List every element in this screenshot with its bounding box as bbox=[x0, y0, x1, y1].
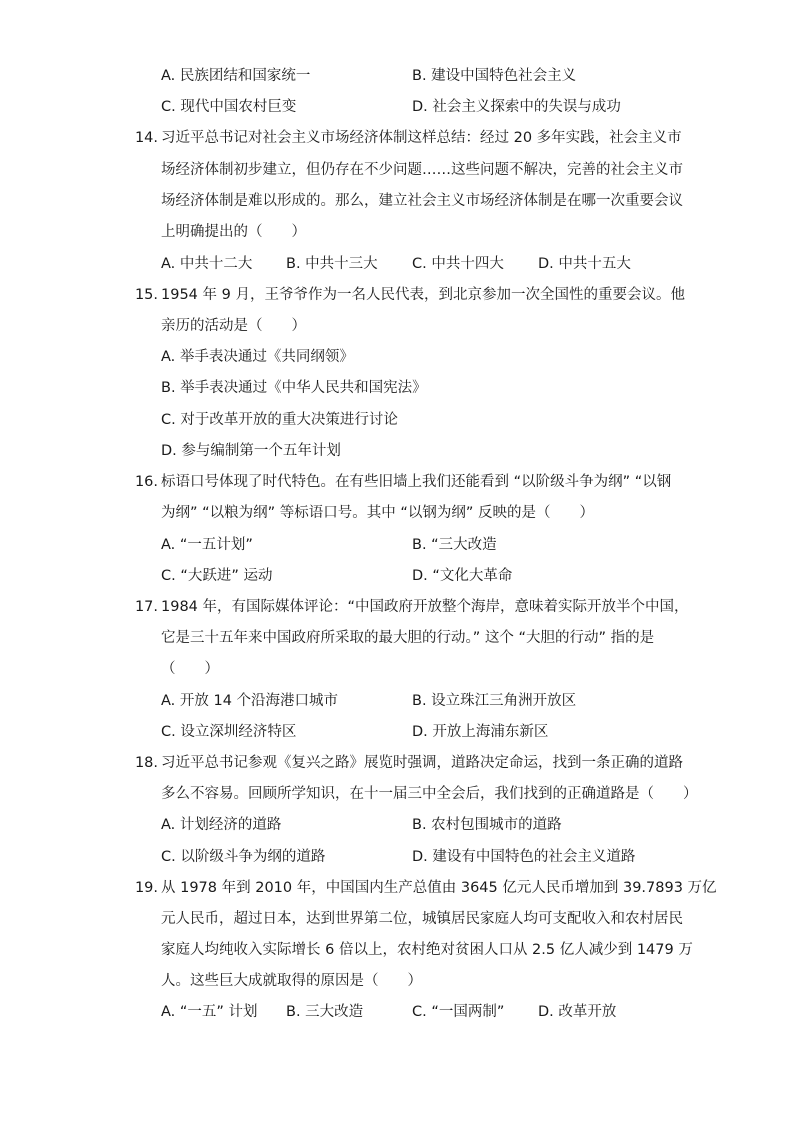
q14-option-a: A. 中共十二大 bbox=[161, 256, 253, 272]
q18-option-a: A. 计划经济的道路 bbox=[161, 817, 282, 833]
q14-option-c: C. 中共十四大 bbox=[412, 256, 504, 272]
q15-option-d: D. 参与编制第一个五年计划 bbox=[161, 443, 341, 459]
q13-option-c: C. 现代中国农村巨变 bbox=[161, 99, 297, 115]
q13-option-b: B. 建设中国特色社会主义 bbox=[412, 68, 577, 84]
q17-stem-line: 它是三十五年来中国政府所采取的最大胆的行动。” 这个 “大胆的行动” 指的是 bbox=[161, 630, 655, 646]
q18-option-c: C. 以阶级斗争为纲的道路 bbox=[161, 849, 326, 865]
q15-option-b: B. 举手表决通过《中华人民共和国宪法》 bbox=[161, 380, 427, 396]
q19-stem-line: 从 1978 年到 2010 年，中国国内生产总值由 3645 亿元人民币增加到 39.7893 万亿 bbox=[161, 880, 717, 896]
q18-option-b: B. 农村包围城市的道路 bbox=[412, 817, 562, 833]
q17-option-a: A. 开放 14 个沿海港口城市 bbox=[161, 693, 339, 709]
q18-stem-line: 习近平总书记参观《复兴之路》展览时强调，道路决定命运，找到一条正确的道路 bbox=[161, 755, 683, 771]
q16-number: 16. bbox=[134, 474, 158, 490]
q18-stem-line: 多么不容易。回顾所学知识，在十一届三中全会后，我们找到的正确道路是（ ） bbox=[161, 786, 698, 802]
q17-number: 17. bbox=[134, 599, 158, 615]
q19-option-d: D. 改革开放 bbox=[538, 1004, 617, 1020]
q14-option-b: B. 中共十三大 bbox=[286, 256, 378, 272]
q17-option-c: C. 设立深圳经济特区 bbox=[161, 724, 297, 740]
q16-option-d: D. “文化大革命 bbox=[412, 568, 513, 584]
q14-stem-line: 习近平总书记对社会主义市场经济体制这样总结：经过 20 多年实践，社会主义市 bbox=[161, 130, 682, 146]
q19-stem-line: 元人民币，超过日本，达到世界第二位，城镇居民家庭人均可支配收入和农村居民 bbox=[161, 911, 683, 927]
q15-option-c: C. 对于改革开放的重大决策进行讨论 bbox=[161, 412, 398, 428]
q15-option-a: A. 举手表决通过《共同纲领》 bbox=[161, 349, 354, 365]
q15-stem-line: 1954 年 9 月，王爷爷作为一名人民代表，到北京参加一次全国性的重要会议。他 bbox=[161, 287, 685, 303]
q19-option-c: C. “一国两制” bbox=[412, 1004, 505, 1020]
q18-option-d: D. 建设有中国特色的社会主义道路 bbox=[412, 849, 636, 865]
q17-stem-line: 1984 年，有国际媒体评论：“中国政府开放整个海岸，意味着实际开放半个中国， bbox=[161, 599, 689, 615]
q14-option-d: D. 中共十五大 bbox=[538, 256, 631, 272]
q14-number: 14. bbox=[134, 130, 158, 146]
q15-number: 15. bbox=[134, 287, 158, 303]
q16-option-a: A. “一五计划” bbox=[161, 537, 253, 553]
q14-stem-line: 场经济体制初步建立，但仍存在不少问题……这些问题不解决，完善的社会主义市 bbox=[161, 162, 683, 178]
q19-number: 19. bbox=[134, 880, 158, 896]
q14-stem-line: 上明确提出的（ ） bbox=[161, 224, 306, 240]
q17-stem-line: （ ） bbox=[161, 661, 219, 677]
q19-option-b: B. 三大改造 bbox=[286, 1004, 364, 1020]
q17-option-d: D. 开放上海浦东新区 bbox=[412, 724, 549, 740]
q16-stem-line: 为纲” “以粮为纲” 等标语口号。其中 “以钢为纲” 反映的是（ ） bbox=[161, 505, 594, 521]
q16-stem-line: 标语口号体现了时代特色。在有些旧墙上我们还能看到 “以阶级斗争为纲” “以钢 bbox=[161, 474, 672, 490]
q19-stem-line: 人。这些巨大成就取得的原因是（ ） bbox=[161, 973, 422, 989]
q19-stem-line: 家庭人均纯收入实际增长 6 倍以上，农村绝对贫困人口从 2.5 亿人减少到 1479 万 bbox=[161, 942, 693, 958]
q13-option-d: D. 社会主义探索中的失误与成功 bbox=[412, 99, 621, 115]
q19-option-a: A. “一五” 计划 bbox=[161, 1004, 258, 1020]
q16-option-c: C. “大跃进” 运动 bbox=[161, 568, 273, 584]
q14-stem-line: 场经济体制是难以形成的。那么，建立社会主义市场经济体制是在哪一次重要会议 bbox=[161, 193, 683, 209]
q13-option-a: A. 民族团结和国家统一 bbox=[161, 68, 311, 84]
q15-stem-line: 亲历的活动是（ ） bbox=[161, 318, 306, 334]
q18-number: 18. bbox=[134, 755, 158, 771]
q16-option-b: B. “三大改造 bbox=[412, 537, 497, 553]
q17-option-b: B. 设立珠江三角洲开放区 bbox=[412, 693, 577, 709]
